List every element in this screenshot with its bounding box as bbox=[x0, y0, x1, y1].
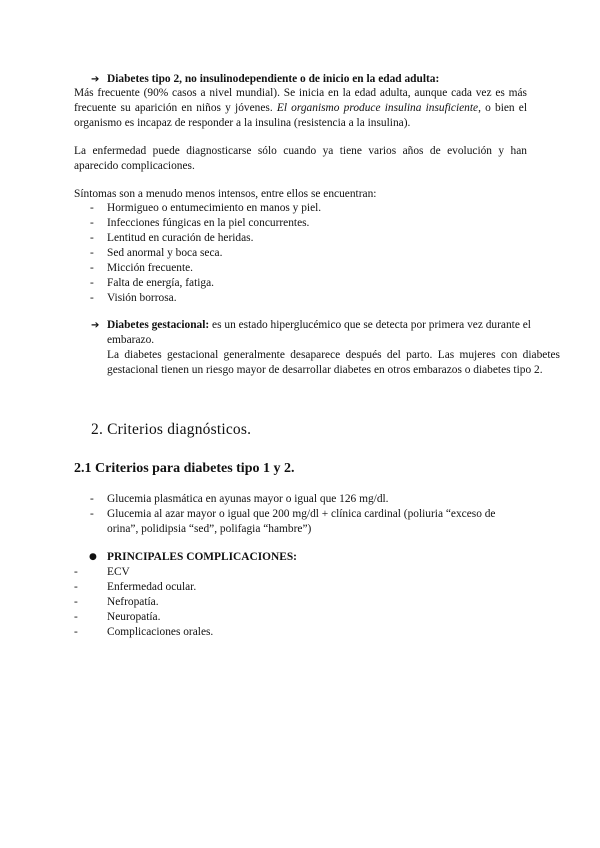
dash-icon: - bbox=[90, 217, 94, 229]
bullet-icon: ● bbox=[89, 552, 97, 562]
list-item: - Falta de energía, fatiga. bbox=[90, 277, 215, 289]
dash-icon: - bbox=[90, 493, 94, 505]
symptoms-intro: Síntomas son a menudo menos intensos, entre ellos se encuentran: bbox=[74, 188, 377, 200]
list-item: - Sed anormal y boca seca. bbox=[90, 247, 223, 259]
list-item: - Visión borrosa. bbox=[90, 292, 177, 304]
diagnosis-paragraph: La enfermedad puede diagnosticarse sólo cuando ya tiene varios años de evolución y han aparecido complicaciones. bbox=[74, 145, 527, 172]
list-item: - Glucemia plasmática en ayunas mayor o igual que 126 mg/dl. bbox=[90, 493, 389, 505]
dash-icon: - bbox=[90, 202, 94, 214]
arrow-right-icon: ➔ bbox=[91, 320, 100, 331]
list-item: - Infecciones fúngicas en la piel concurrentes. bbox=[90, 217, 310, 229]
type2-paragraph-italic: El organismo produce insulina insuficiente bbox=[276, 102, 479, 114]
type2-paragraph-end: , o bien el organismo es incapaz de responder a la insulina (resistencia a la insulina). bbox=[74, 102, 528, 129]
arrow-right-icon: ➔ bbox=[91, 74, 100, 85]
type2-heading bbox=[74, 72, 560, 87]
symptoms-list bbox=[74, 201, 527, 306]
dash-icon: - bbox=[90, 292, 94, 304]
type2-paragraph-plain: Más frecuente (90% casos a nivel mundial). Se inicia en la edad adulta, aunque cada vez es más frecuente su aparición en niños y jóvenes. bbox=[74, 87, 527, 114]
dash-icon: - bbox=[74, 566, 78, 578]
criteria-list bbox=[74, 492, 527, 537]
complications-list bbox=[74, 565, 527, 640]
dash-icon: - bbox=[90, 277, 94, 289]
list-item: - Lentitud en curación de heridas. bbox=[90, 232, 254, 244]
list-item: - Neuropatía. bbox=[74, 611, 161, 623]
list-item: - Glucemia al azar mayor o igual que 200 mg/dl + clínica cardinal (poliuria “exceso de orina”, polidipsia “sed”, polifagia “hambre”) bbox=[90, 508, 496, 535]
section-title: 2. Criterios diagnósticos. bbox=[91, 421, 252, 438]
list-item: - ECV bbox=[74, 566, 130, 578]
list-item: - Nefropatía. bbox=[74, 596, 159, 608]
gestational-paragraph: La diabetes gestacional generalmente desaparece después del parto. Las mujeres con diabetes gestacional tienen un riesgo mayor de desarrollar diabetes en otros embarazos o diabetes tipo 2. bbox=[107, 349, 560, 376]
gestational-block bbox=[74, 318, 560, 378]
dash-icon: - bbox=[90, 262, 94, 274]
type2-paragraph bbox=[74, 86, 527, 131]
gestational-definition bbox=[107, 318, 560, 348]
gestational-text: es un estado hiperglucémico que se detecta por primera vez durante el embarazo. bbox=[107, 319, 531, 346]
dash-icon: - bbox=[74, 581, 78, 593]
dash-icon: - bbox=[74, 611, 78, 623]
list-item: - Enfermedad ocular. bbox=[74, 581, 197, 593]
type2-heading-text: Diabetes tipo 2, no insulinodependiente o de inicio en la edad adulta: bbox=[107, 73, 440, 85]
dash-icon: - bbox=[74, 626, 78, 638]
complications-heading: ● PRINCIPALES COMPLICACIONES: bbox=[89, 551, 297, 563]
dash-icon: - bbox=[90, 247, 94, 259]
dash-icon: - bbox=[90, 508, 94, 520]
dash-icon: - bbox=[90, 232, 94, 244]
dash-icon: - bbox=[74, 596, 78, 608]
list-item: - Hormigueo o entumecimiento en manos y piel. bbox=[90, 202, 322, 214]
gestational-label: Diabetes gestacional: bbox=[107, 319, 210, 331]
list-item: - Micción frecuente. bbox=[90, 262, 194, 274]
list-item: - Complicaciones orales. bbox=[74, 626, 214, 638]
subsection-title: 2.1 Criterios para diabetes tipo 1 y 2. bbox=[74, 461, 295, 476]
